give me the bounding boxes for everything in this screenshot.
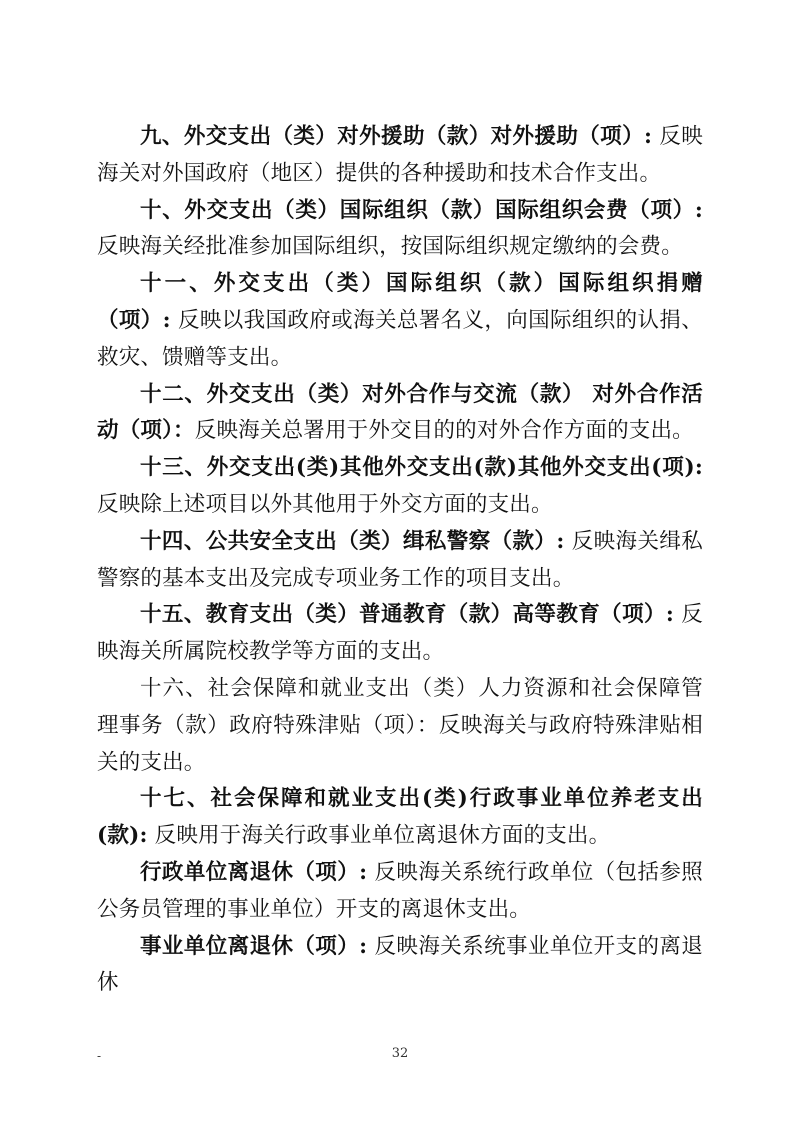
paragraph-heading: 十五、教育支出（类）普通教育（款）高等教育（项）: [140, 602, 675, 628]
paragraph-16 [97, 671, 703, 781]
paragraph-text: 反映海关系统事业单位开支的离退休 [97, 933, 703, 996]
document-body [97, 119, 703, 1002]
paragraph-admin-retirement [97, 855, 703, 929]
page-number: 32 [391, 1046, 409, 1061]
paragraph-text: 反映除上述项目以外其他用于外交方面的支出。 [97, 491, 553, 517]
paragraph-12 [97, 377, 703, 451]
paragraph-heading: 事业单位离退休（项）: [140, 933, 368, 959]
paragraph-heading: 十四、公共安全支出（类）缉私警察（款）: [140, 528, 565, 554]
paragraph-14 [97, 524, 703, 598]
paragraph-heading: 十七、社会保障和就业支出(类)行政事业单位养老支出(款): [97, 786, 703, 849]
paragraph-text: 十六、社会保障和就业支出（类）人力资源和社会保障管理事务（款）政府特殊津贴（项）：反映海关与政府特殊津贴相关的支出。 [97, 675, 703, 775]
paragraph-text: 反映海关所属院校教学等方面的支出。 [97, 602, 703, 665]
paragraph-heading: 十三、外交支出(类)其他外交支出(款)其他外交支出(项): [140, 455, 703, 481]
paragraph-heading: 十一、外交支出（类）国际组织（款）国际组织捐赠（项）: [97, 271, 703, 333]
paragraph-13 [97, 450, 703, 524]
paragraph-text: 反映海关对外国政府（地区）提供的各种援助和技术合作支出。 [97, 124, 704, 186]
paragraph-15 [97, 597, 703, 671]
paragraph-heading: 行政单位离退休（项）: [140, 859, 368, 885]
paragraph-heading: 十二、外交支出（类）对外合作与交流（款） 对外合作活动（项）： [97, 381, 703, 444]
paragraph-text: 反映海关总署用于外交目的的对外合作方面的支出。 [194, 418, 694, 444]
paragraph-10 [97, 193, 703, 267]
paragraph-heading: 九、外交支出（类）对外援助（款）对外援助（项）: [140, 124, 653, 149]
paragraph-text: 反映海关缉私警察的基本支出及完成专项业务工作的项目支出。 [97, 528, 703, 591]
paragraph-11 [97, 266, 703, 376]
paragraph-text: 反映海关系统行政单位（包括参照公务员管理的事业单位）开支的离退休支出。 [97, 859, 703, 922]
paragraph-text: 反映海关经批准参加国际组织，按国际组织规定缴纳的会费。 [97, 234, 683, 260]
footer-dash: - [97, 1049, 102, 1063]
paragraph-text: 反映用于海关行政事业单位离退休方面的支出。 [147, 823, 611, 849]
paragraph-17 [97, 781, 703, 855]
paragraph-9 [97, 119, 703, 193]
paragraph-heading: 十、外交支出（类）国际组织（款）国际组织会费（项）: [140, 197, 703, 223]
paragraph-institution-retirement [97, 929, 703, 1003]
paragraph-text: 反映以我国政府或海关总署名义，向国际组织的认捐、救灾、馈赠等支出。 [97, 307, 703, 370]
